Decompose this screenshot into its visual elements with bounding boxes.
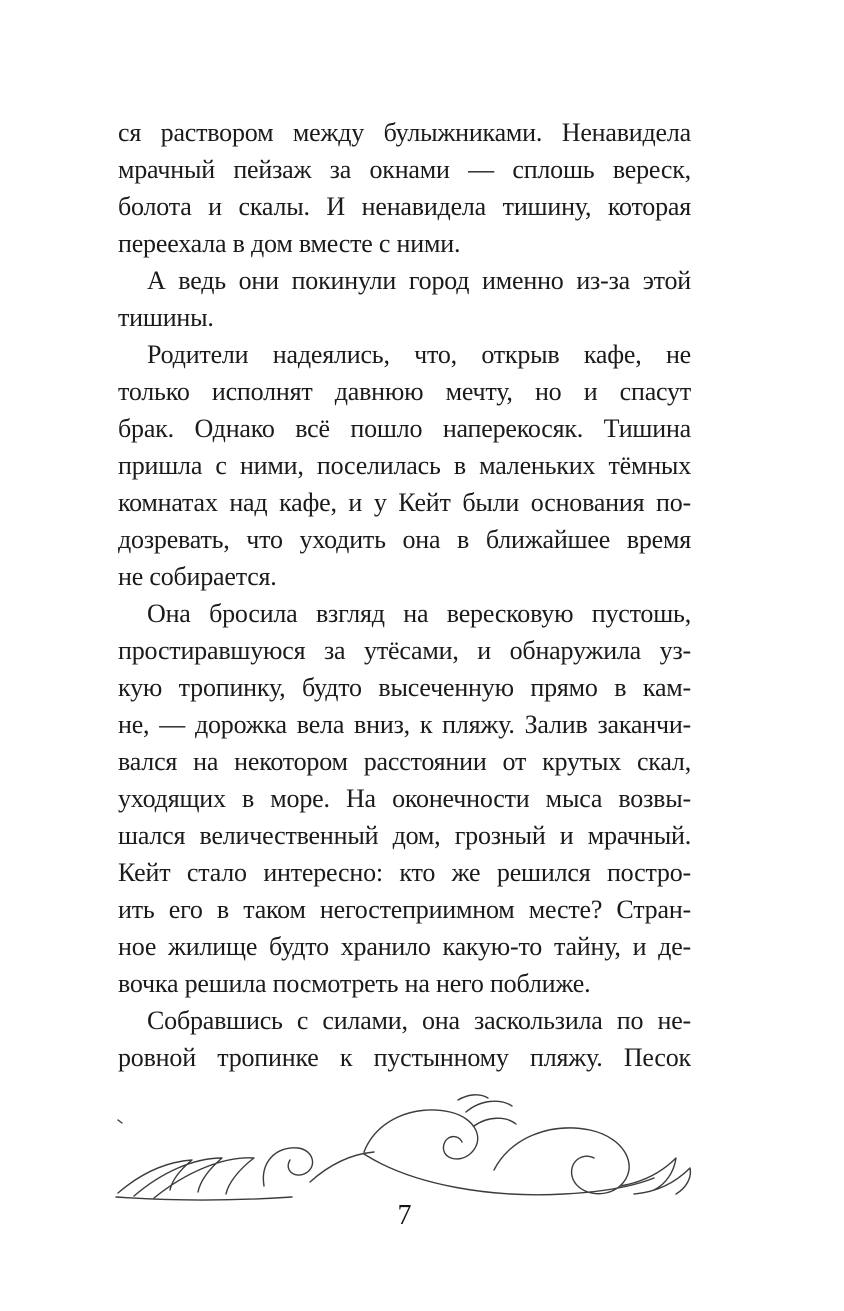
text-line: вочка решила посмотреть на него поближе. [118, 969, 591, 998]
text-line: шался величественный дом, грозный и мрачный. [118, 821, 691, 850]
page-number: 7 [397, 1200, 412, 1231]
text-line: уходящих в море. На оконечности мыса возвы- [118, 784, 691, 813]
wave-ornament-drawing [112, 1090, 696, 1204]
text-line: Кейт стало интересно: кто же решился постро- [118, 858, 691, 887]
text-line: ровной тропинке к пустынному пляжу. Песок [118, 1043, 691, 1072]
text-line: ить его в таком негостеприимном месте? Стран- [118, 895, 691, 924]
text-line: кую тропинку, будто высеченную прямо в кам- [118, 673, 691, 702]
text-block [118, 114, 691, 1076]
ornament-speck [118, 1120, 122, 1123]
text-line: не, — дорожка вела вниз, к пляжу. Залив заканчи- [118, 710, 691, 739]
wave-ornament [112, 1090, 696, 1204]
text-line: Собравшись с силами, она заскользила по не- [147, 1006, 691, 1035]
text-line: мрачный пейзаж за окнами — сплошь вереск, [118, 155, 691, 184]
text-line: только исполнят давнюю мечту, но и спасут [118, 377, 691, 406]
text-line: ное жилище будто хранило какую-то тайну, и де- [118, 932, 691, 961]
text-line: болота и скалы. И ненавидела тишину, которая [118, 192, 691, 221]
text-line: вался на некотором расстоянии от крутых скал, [118, 747, 691, 776]
text-line: пришла с ними, поселилась в маленьких тёмных [118, 451, 691, 480]
text-line: тишины. [118, 303, 214, 332]
text-line: Она бросила взгляд на вересковую пустошь, [147, 599, 691, 628]
text-line: переехала в дом вместе с ними. [118, 229, 461, 258]
text-line: простиравшуюся за утёсами, и обнаружила уз- [118, 636, 691, 665]
text-line: А ведь они покинули город именно из-за этой [147, 266, 691, 295]
text-line: ся раствором между булыжниками. Ненавидела [118, 118, 691, 147]
text-line: комнатах над кафе, и у Кейт были основания по- [118, 488, 691, 517]
text-line: брак. Однако всё пошло наперекосяк. Тишина [118, 414, 691, 443]
text-line: не собирается. [118, 562, 277, 591]
text-line: дозревать, что уходить она в ближайшее время [118, 525, 691, 554]
text-line: Родители надеялись, что, открыв кафе, не [147, 340, 691, 369]
